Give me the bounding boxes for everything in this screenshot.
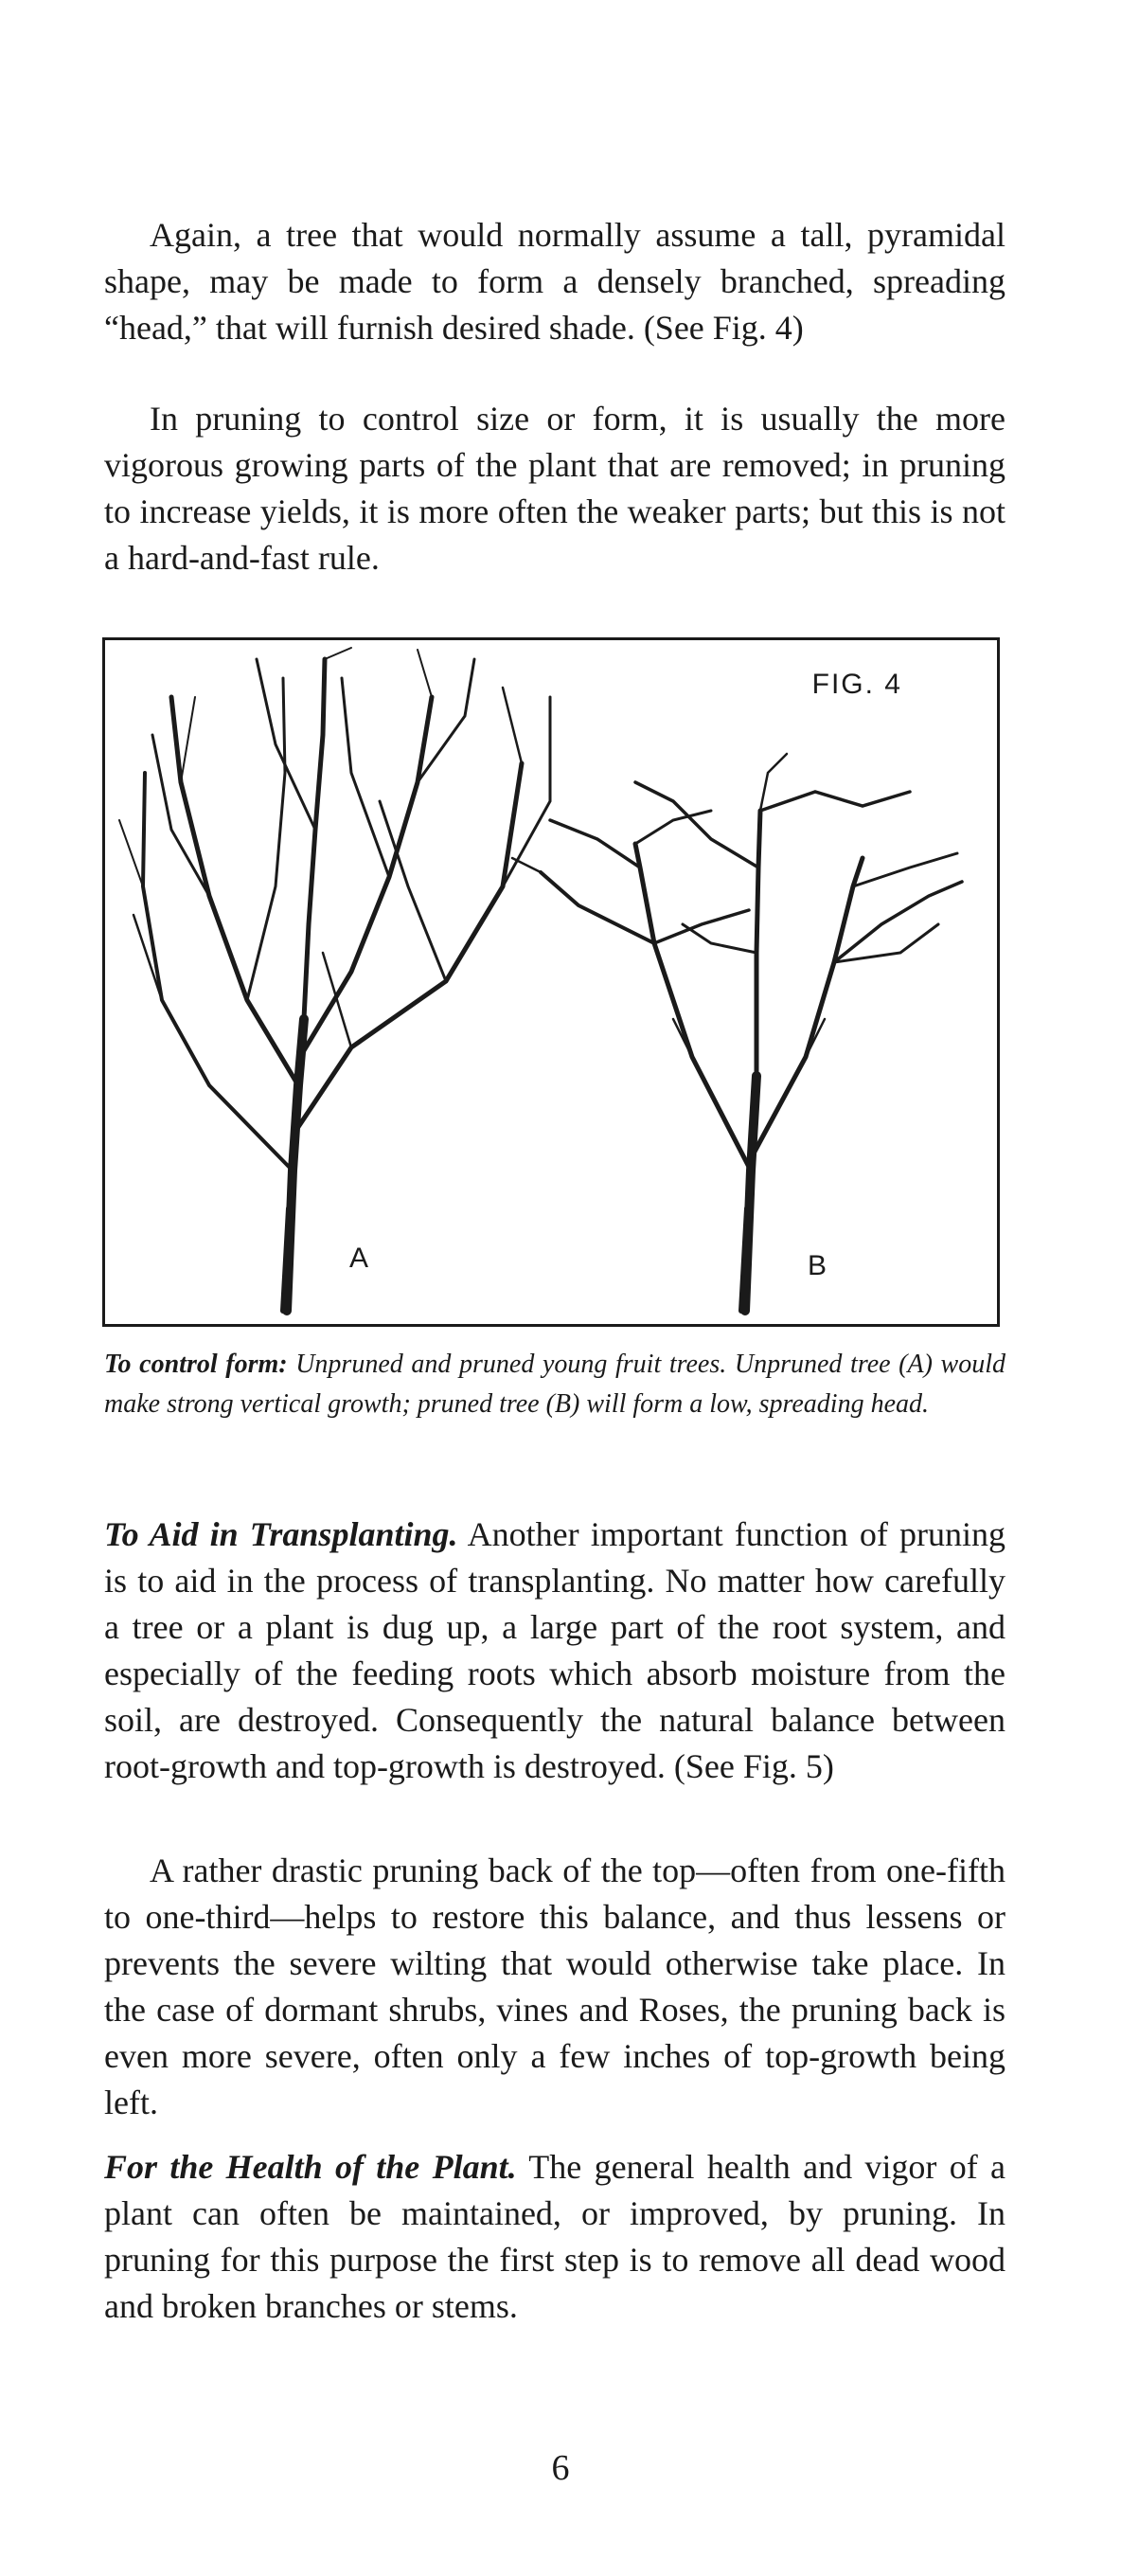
health-text: The general health and vigor of a plant can often be maintained, or improved, by pruning. In pruning for this purpose the first step is to remove all dead wood and broken branches or stems. [104,2148,1005,2325]
figure-title: FIG. 4 [811,669,902,700]
paragraph-drastic-pruning: A rather drastic pruning back of the top—often from one-fifth to one-third—helps to restore this balance, and thus lessens or prevents the severe wilting that would otherwise take place. In the case of dormant shrubs, vines and Roses, the pruning back is even more severe, often only a few inches of top-growth being left. [104,1852,1005,2121]
figure-caption [104,1345,1005,1424]
page-number: 6 [551,2448,570,2488]
figure-label-b: B [808,1250,829,1281]
health-heading: For the Health of the Plant. [104,2148,517,2186]
paragraph-pyramidal-shape: Again, a tree that would normally assume a tall, pyramidal shape, may be made to form a densely branched, spreading “head,” that will furnish desired shade. (See Fig. 4) [104,216,1005,347]
figure-4 [102,637,1000,1327]
tree-illustrations [105,640,997,1324]
section-transplanting [104,1512,1005,1790]
transplanting-text: Another important function of pruning is to aid in the process of transplanting. No matter how carefully a tree or a plant is dug up, a large part of the root system, and especially of the feeding roots which absorb moisture from the soil, are destroyed. Consequently the natural balance between root-growth and top-growth is destroyed. (See Fig. 5) [104,1515,1005,1785]
caption-text: Unpruned and pruned young fruit trees. Unpruned tree (A) would make strong vertical growth; pruned tree (B) will form a low, spreading head. [104,1350,1006,1419]
paragraph-pruning-control: In pruning to control size or form, it is usually the more vigorous growing parts of the plant that are removed; in pruning to increase yields, it is more often the weaker parts; but this is not a hard-and-fast rule. [104,400,1005,577]
transplanting-heading: To Aid in Transplanting. [104,1515,458,1553]
pruned-tree-icon [512,754,962,1311]
figure-label-a: A [349,1243,371,1274]
section-health [104,2144,1005,2330]
unpruned-tree-icon [119,648,550,1311]
caption-lead: To control form: [104,1350,288,1379]
